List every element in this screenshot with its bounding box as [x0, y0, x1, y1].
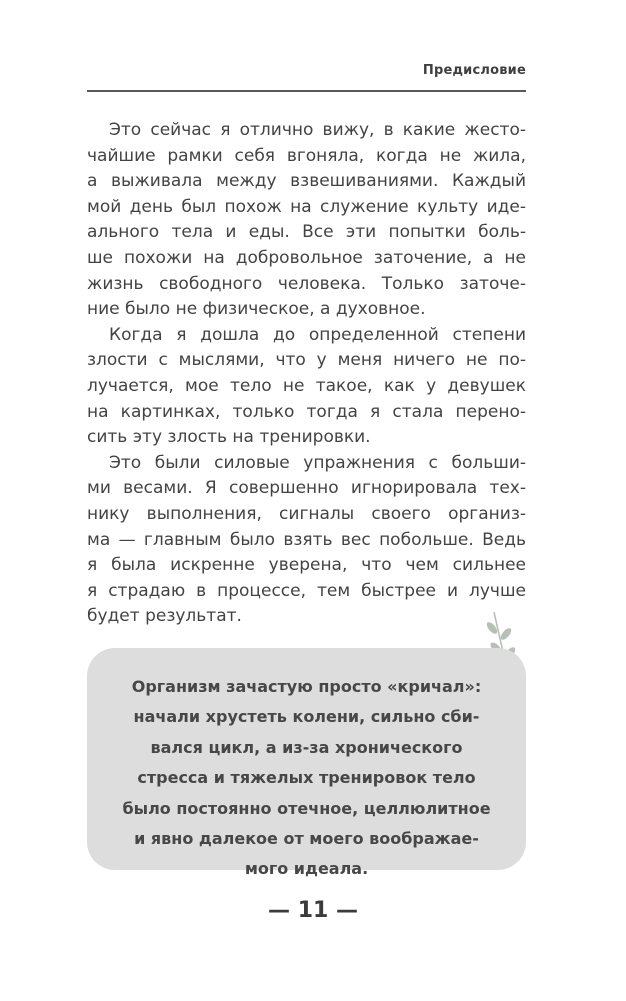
text-line: ние было не физическое, а духовное.	[87, 299, 426, 320]
text-line: я страдаю в процессе, тем быстрее и лучше	[87, 580, 526, 601]
text-line: ми весами. Я совершенно игнорировала тех-	[87, 478, 526, 499]
callout-line: было постоянно отечное, целлюлитное	[122, 798, 491, 818]
text-line: ального тела и еды. Все эти попытки боль-	[87, 222, 526, 243]
text-line: сить эту злость на тренировки.	[87, 427, 371, 448]
text-line: злости с мыслями, что у меня ничего не по-	[87, 350, 526, 371]
text-line: жизнь свободного человека. Только заточе-	[87, 273, 526, 294]
text-line: будет результат.	[87, 606, 242, 627]
text-line: Это были силовые упражнения с больши-	[109, 452, 526, 473]
page-number: — 11 —	[268, 898, 358, 923]
text-line: лучается, мое тело не такое, как у девушек	[87, 375, 526, 396]
callout-line: и явно далекое от моего воображае-	[134, 828, 479, 848]
text-line: мой день был похож на служение культу иде-	[87, 196, 526, 217]
text-line: чайшие рамки себя вгоняла, когда не жила,	[87, 145, 526, 166]
callout-line: начали хрустеть колени, сильно сби-	[133, 707, 480, 727]
text-line: на картинках, только тогда я стала перено-	[87, 401, 526, 422]
body-text	[87, 118, 526, 630]
text-line: а выживала между взвешиваниями. Каждый	[87, 171, 526, 192]
callout-line: стресса и тяжелых тренировок тело	[137, 768, 476, 788]
text-line: ше похожи на добровольное заточение, а не	[87, 247, 526, 268]
text-line: ма — главным было взять вес побольше. Ведь	[87, 529, 526, 550]
callout-text	[87, 672, 526, 885]
header-rule	[87, 90, 526, 92]
callout-line: Организм зачастую просто «кричал»:	[131, 677, 482, 696]
text-line: я была искренне уверена, что чем сильнее	[87, 555, 526, 576]
callout-line: мого идеала.	[244, 859, 369, 879]
text-line: Это сейчас я отлично вижу, в какие жесто-	[109, 120, 526, 140]
running-header: Предисловие	[422, 63, 526, 78]
text-line: нику выполнения, сигналы своего организ-	[87, 503, 526, 524]
text-line: Когда я дошла до определенной степени	[109, 324, 526, 345]
callout-line: вался цикл, а из-за хронического	[150, 737, 463, 757]
